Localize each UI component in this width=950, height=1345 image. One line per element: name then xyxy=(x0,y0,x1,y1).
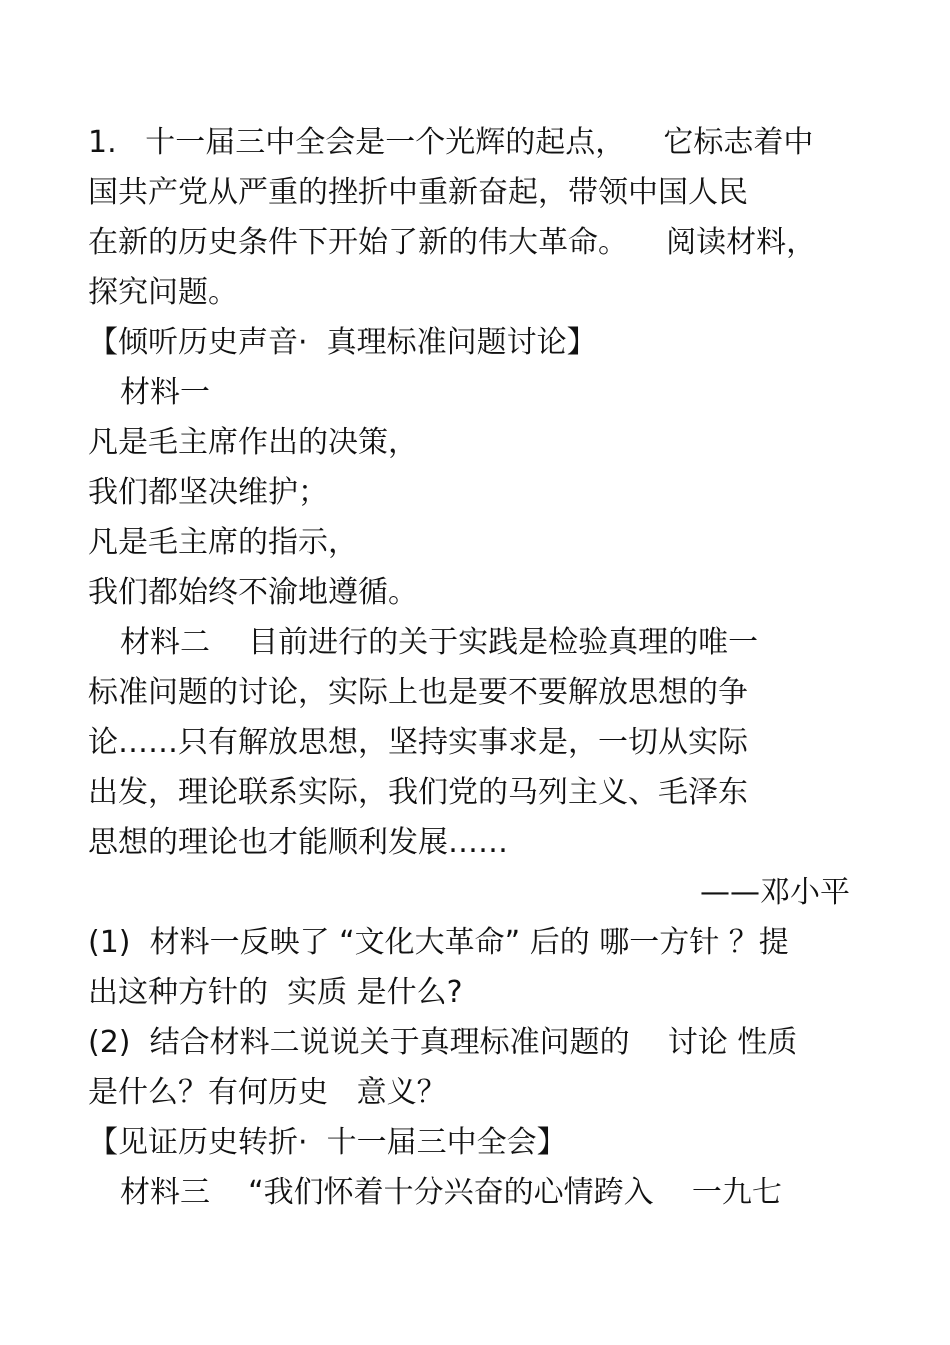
question-2-line-1: (2) 结合材料二说说关于真理标准问题的 讨论 性质 xyxy=(88,1025,798,1060)
material-two-line-5: 思想的理论也才能顺利发展…… xyxy=(88,825,508,860)
material-two-line-2: 标准问题的讨论，实际上也是要不要解放思想的争 xyxy=(88,675,748,710)
section-heading-truth-standard: 【倾听历史声音· 真理标准问题讨论】 xyxy=(88,325,597,360)
material-two-line-4: 出发，理论联系实际，我们党的马列主义、毛泽东 xyxy=(88,775,748,810)
material-one-line-4: 我们都始终不渝地遵循。 xyxy=(88,575,418,610)
question-1-line-2: 出这种方针的 实质 是什么? xyxy=(88,975,463,1010)
material-two-line-3: 论……只有解放思想，坚持实事求是，一切从实际 xyxy=(88,725,748,760)
question-intro-line-3: 在新的历史条件下开始了新的伟大革命。 阅读材料， xyxy=(88,225,817,260)
section-heading-third-plenum: 【见证历史转折· 十一届三中全会】 xyxy=(88,1125,567,1160)
material-two-line-1: 材料二 目前进行的关于实践是检验真理的唯一 xyxy=(120,625,759,660)
material-one-label: 材料一 xyxy=(120,375,210,410)
question-intro-line-1: 1. 十一届三中全会是一个光辉的起点， 它标志着中 xyxy=(88,125,814,160)
material-one-line-3: 凡是毛主席的指示， xyxy=(88,525,358,560)
material-one-line-2: 我们都坚决维护； xyxy=(88,475,328,510)
question-1-line-1: (1) 材料一反映了 “文化大革命” 后的 哪一方针 ？提 xyxy=(88,925,789,960)
question-intro-line-2: 国共产党从严重的挫折中重新奋起，带领中国人民 xyxy=(88,175,748,210)
question-intro-line-4: 探究问题。 xyxy=(88,275,238,310)
question-2-line-2: 是什么？有何历史 意义？ xyxy=(88,1075,447,1110)
material-one-line-1: 凡是毛主席作出的决策， xyxy=(88,425,418,460)
material-three-line-1: 材料三 “我们怀着十分兴奋的心情跨入 一九七 xyxy=(120,1175,782,1210)
material-two-signature: ——邓小平 xyxy=(700,875,850,910)
